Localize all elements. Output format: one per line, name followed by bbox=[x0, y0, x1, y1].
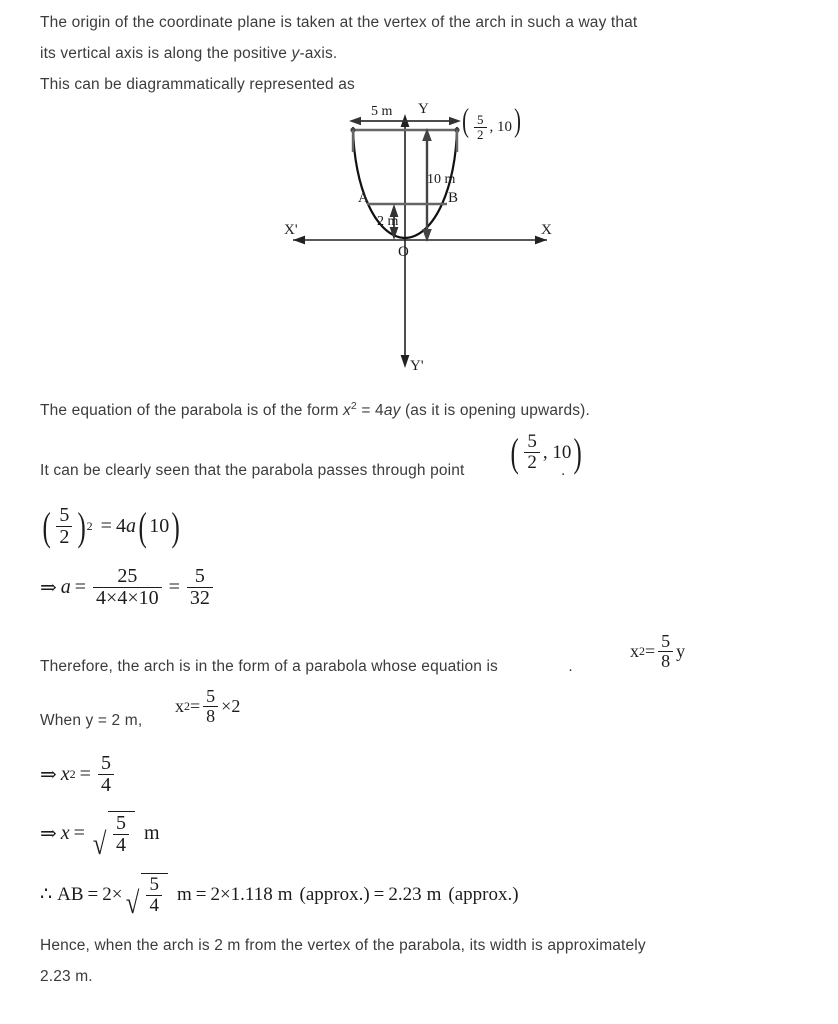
eq1-fraction bbox=[56, 505, 72, 548]
sub-eq-exponent: 2 bbox=[184, 699, 190, 714]
ab-therefore-icon: ∴ bbox=[40, 884, 53, 906]
equation-2 bbox=[40, 566, 216, 609]
equation-form-line bbox=[40, 391, 800, 426]
intro-line-2-pre: its vertical axis is along the positive bbox=[40, 45, 292, 62]
point-denominator: 2 bbox=[524, 452, 540, 473]
conclusion-line-1 bbox=[40, 930, 800, 961]
sub-eq-fraction bbox=[203, 687, 218, 726]
y-negative-axis-label: Y' bbox=[410, 358, 424, 374]
paren-open-icon: ( bbox=[42, 503, 51, 549]
paren-open-icon: ( bbox=[510, 429, 519, 475]
eq-x-equals: = bbox=[73, 822, 85, 845]
eq2-denominator-2: 32 bbox=[187, 587, 213, 609]
eq2-fraction-2 bbox=[187, 566, 213, 609]
eq-x-fraction bbox=[113, 813, 129, 856]
ab-unit-1: m bbox=[176, 883, 192, 905]
point-numerator: 5 bbox=[527, 431, 537, 452]
therefore-post: . bbox=[568, 658, 573, 675]
equation-x-squared bbox=[40, 753, 117, 796]
equation-form-ay: ay bbox=[383, 402, 401, 420]
origin-label: O bbox=[398, 244, 409, 260]
when-y-line bbox=[40, 705, 800, 736]
intro-line-2-italic: y bbox=[291, 45, 300, 62]
point-separator: , bbox=[542, 441, 553, 463]
eq2-equals-2: = bbox=[168, 576, 180, 599]
eq2-numerator-1: 25 bbox=[117, 565, 138, 587]
intro-line-1 bbox=[40, 7, 800, 38]
coordinate-y: 10 bbox=[497, 119, 512, 135]
equation-x-value bbox=[40, 811, 160, 861]
paren-open-icon: ( bbox=[462, 103, 469, 139]
coordinate-x-numerator: 5 bbox=[477, 112, 484, 128]
conclusion-text-1: Hence, when the arch is 2 m from the vertex of the parabola, its width is approximately bbox=[40, 937, 646, 954]
eq1-equals: = bbox=[100, 515, 112, 538]
passes-through-pre: It can be clearly seen that the parabola passes through point bbox=[40, 462, 465, 479]
ab-approx-1: (approx.) bbox=[299, 883, 370, 905]
equation-form-x: x bbox=[343, 402, 351, 420]
eq-x-unit: m bbox=[143, 822, 160, 845]
ab-fraction bbox=[146, 875, 162, 916]
equation-form-mid: = 4 bbox=[356, 402, 384, 420]
eq1-coefficient: 4 bbox=[115, 515, 126, 538]
coordinate-separator: , bbox=[489, 119, 497, 135]
substituted-equation bbox=[175, 687, 240, 726]
passes-through-post: . bbox=[560, 462, 566, 479]
ab-equals-3: = bbox=[373, 883, 385, 905]
equation-form-exponent: 2 bbox=[350, 400, 357, 412]
arch-eq-exponent: 2 bbox=[639, 644, 645, 659]
eq2-variable-a: a bbox=[60, 576, 71, 599]
eq1-argument: 10 bbox=[149, 515, 170, 538]
eq-x-radicand bbox=[108, 811, 135, 856]
eq1-exponent: 2 bbox=[86, 519, 93, 534]
coordinate-x-denominator: 2 bbox=[474, 127, 487, 142]
arch-eq-equals: = bbox=[645, 641, 656, 662]
equation-1 bbox=[40, 505, 183, 548]
sub-eq-variable-x: x bbox=[175, 696, 184, 717]
sub-eq-times-icon: × bbox=[221, 696, 232, 717]
eq-x-variable: x bbox=[60, 822, 70, 845]
eq-x2-numerator: 5 bbox=[100, 752, 111, 774]
ab-numerator: 5 bbox=[149, 874, 159, 895]
therefore-line bbox=[40, 651, 800, 682]
eq-x-denominator: 4 bbox=[113, 834, 129, 856]
equation-form-pre: The equation of the parabola is of the form bbox=[40, 402, 344, 420]
coordinate-point-label bbox=[460, 103, 523, 143]
ab-factor: 2× bbox=[102, 883, 123, 905]
conclusion-line-2 bbox=[40, 961, 800, 992]
ab-sqrt bbox=[124, 873, 168, 921]
parabola-diagram bbox=[275, 100, 565, 385]
ab-approx-2: (approx.) bbox=[448, 883, 519, 905]
intro-line-3-text: This can be diagrammatically represented as bbox=[40, 76, 355, 93]
eq-x2-equals: = bbox=[79, 763, 91, 786]
paren-close-icon: ) bbox=[171, 503, 181, 549]
ab-unit-2: m bbox=[277, 883, 293, 905]
paren-close-icon: ) bbox=[573, 429, 583, 475]
arch-eq-fraction bbox=[658, 632, 673, 671]
point-y-value: 10 bbox=[552, 441, 572, 463]
eq-x-numerator: 5 bbox=[115, 812, 126, 834]
arch-eq-denominator: 8 bbox=[658, 651, 673, 671]
eq2-fraction-1 bbox=[93, 566, 162, 609]
sub-eq-denominator: 8 bbox=[203, 706, 218, 726]
intro-line-2-post: -axis. bbox=[299, 45, 338, 62]
intro-line-3 bbox=[40, 69, 800, 100]
eq-x2-exponent: 2 bbox=[69, 767, 76, 782]
when-y-text: When y = 2 m, bbox=[40, 712, 143, 729]
sub-eq-value: 2 bbox=[231, 696, 241, 717]
x-axis-label: X bbox=[541, 222, 552, 238]
conclusion-text-2: 2.23 m. bbox=[40, 968, 93, 985]
eq2-numerator-2: 5 bbox=[194, 565, 205, 587]
eq2-implies-icon: ⇒ bbox=[40, 577, 57, 600]
eq-x2-variable: x bbox=[60, 763, 70, 786]
eq-x2-fraction bbox=[98, 753, 114, 796]
ab-unit-3: m bbox=[426, 883, 442, 905]
passes-through-point-math bbox=[508, 429, 585, 475]
width-dimension-label: 5 m bbox=[371, 104, 393, 119]
radical-icon: √ bbox=[126, 885, 140, 921]
eq-x2-implies-icon: ⇒ bbox=[40, 764, 57, 787]
eq1-denominator: 2 bbox=[56, 526, 72, 548]
therefore-pre: Therefore, the arch is in the form of a parabola whose equation is bbox=[40, 658, 498, 675]
ab-label: AB bbox=[57, 883, 84, 905]
eq-x2-denominator: 4 bbox=[98, 774, 114, 796]
ab-denominator: 4 bbox=[146, 895, 162, 916]
eq2-equals-1: = bbox=[74, 576, 87, 599]
paren-open-icon: ( bbox=[138, 503, 147, 549]
point-a-label: A bbox=[358, 190, 369, 206]
ab-equals-2: = bbox=[195, 883, 207, 905]
ab-value-2: 2.23 bbox=[388, 883, 422, 905]
arch-eq-numerator: 5 bbox=[661, 631, 671, 651]
height-dimension-label: 10 m bbox=[427, 172, 456, 187]
equation-ab bbox=[40, 873, 519, 921]
x-negative-axis-label: X' bbox=[284, 222, 298, 238]
eq1-variable-a: a bbox=[125, 515, 136, 538]
arch-equation bbox=[630, 632, 685, 671]
eq-x-implies-icon: ⇒ bbox=[40, 823, 57, 846]
eq2-denominator-1: 4×4×10 bbox=[93, 587, 162, 609]
intro-line-1-text: The origin of the coordinate plane is taken at the vertex of the arch in such a way that bbox=[40, 14, 638, 31]
coordinate-fraction bbox=[474, 113, 487, 142]
paren-close-icon: ) bbox=[514, 103, 521, 139]
ab-radicand bbox=[141, 873, 168, 916]
intro-line-2 bbox=[40, 38, 800, 69]
point-b-label: B bbox=[448, 190, 459, 206]
x-axis bbox=[293, 236, 547, 245]
ab-equals-1: = bbox=[87, 883, 99, 905]
ab-value-1: 2×1.118 bbox=[210, 883, 273, 905]
eq-x-sqrt bbox=[91, 811, 135, 861]
arch-eq-variable-y: y bbox=[676, 641, 686, 662]
y-axis-label: Y bbox=[418, 101, 429, 117]
parabola-diagram-svg bbox=[275, 100, 565, 385]
sub-eq-equals: = bbox=[190, 696, 201, 717]
eq1-numerator: 5 bbox=[59, 504, 70, 526]
chord-height-label: 2 m bbox=[377, 214, 399, 229]
sub-eq-numerator: 5 bbox=[206, 686, 216, 706]
arch-eq-variable-x: x bbox=[630, 641, 639, 662]
point-fraction bbox=[524, 432, 540, 473]
paren-close-icon: ) bbox=[77, 503, 87, 549]
equation-form-post: (as it is opening upwards). bbox=[400, 402, 590, 420]
passes-through-line bbox=[40, 455, 800, 486]
y-axis bbox=[401, 114, 410, 368]
radical-icon: √ bbox=[92, 825, 107, 861]
